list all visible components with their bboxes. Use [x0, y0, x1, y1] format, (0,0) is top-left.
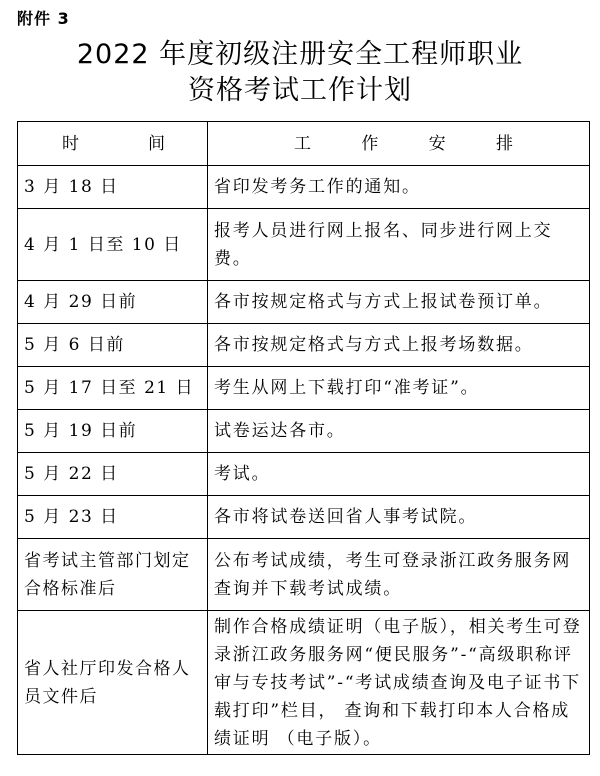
- table-row: [18, 539, 590, 611]
- work-cell: 考试。: [208, 453, 590, 496]
- work-cell: 公布考试成绩，考生可登录浙江政务服务网查询并下载考试成绩。: [208, 539, 590, 611]
- work-cell: 制作合格成绩证明（电子版），相关考生可登录浙江政务服务网“便民服务”-“高级职称评 审与专技考试”-“考试成绩查询及电子证书下载打印”栏目， 查询和下载打印本人合格成绩证明 （电子版）。: [208, 611, 590, 755]
- work-plan-table: [17, 121, 590, 755]
- time-cell: 3 月 18 日: [18, 166, 208, 209]
- time-cell: 5 月 23 日: [18, 496, 208, 539]
- time-cell: 4 月 29 日前: [18, 281, 208, 324]
- header-work-char: 排: [495, 133, 513, 154]
- work-cell: 考生从网上下载打印“准考证”。: [208, 367, 590, 410]
- table-row: [18, 166, 590, 209]
- header-time: [18, 122, 208, 166]
- table-row: [18, 367, 590, 410]
- header-work: [208, 122, 590, 166]
- time-cell: 省考试主管部门划定合格标准后: [18, 539, 208, 611]
- table-row: [18, 611, 590, 755]
- header-work-char: 作: [361, 133, 379, 154]
- work-cell: 各市按规定格式与方式上报考场数据。: [208, 324, 590, 367]
- header-work-char: 安: [428, 133, 446, 154]
- header-time-char: 时: [62, 133, 79, 154]
- table-row: [18, 324, 590, 367]
- table-row: [18, 281, 590, 324]
- document-title-line-2: 资格考试工作计划: [188, 75, 412, 106]
- time-cell: 4 月 1 日至 10 日: [18, 209, 208, 281]
- work-cell: 报考人员进行网上报名、同步进行网上交费。: [208, 209, 590, 281]
- table-row: [18, 209, 590, 281]
- time-cell: 省人社厅印发合格人员文件后: [18, 611, 208, 755]
- time-cell: 5 月 19 日前: [18, 410, 208, 453]
- header-work-char: 工: [294, 133, 311, 154]
- document-title-line-1: 2022 年度初级注册安全工程师职业: [76, 39, 524, 70]
- work-cell: 各市将试卷送回省人事考试院。: [208, 496, 590, 539]
- table-row: [18, 453, 590, 496]
- time-cell: 5 月 17 日至 21 日: [18, 367, 208, 410]
- table-row: [18, 410, 590, 453]
- table-header-row: [18, 122, 590, 166]
- header-time-char: 间: [148, 133, 165, 154]
- work-cell: 省印发考务工作的通知。: [208, 166, 590, 209]
- work-cell: 各市按规定格式与方式上报试卷预订单。: [208, 281, 590, 324]
- time-cell: 5 月 6 日前: [18, 324, 208, 367]
- work-cell: 试卷运达各市。: [208, 410, 590, 453]
- attachment-label: 附件 3: [17, 9, 70, 28]
- table-row: [18, 496, 590, 539]
- time-cell: 5 月 22 日: [18, 453, 208, 496]
